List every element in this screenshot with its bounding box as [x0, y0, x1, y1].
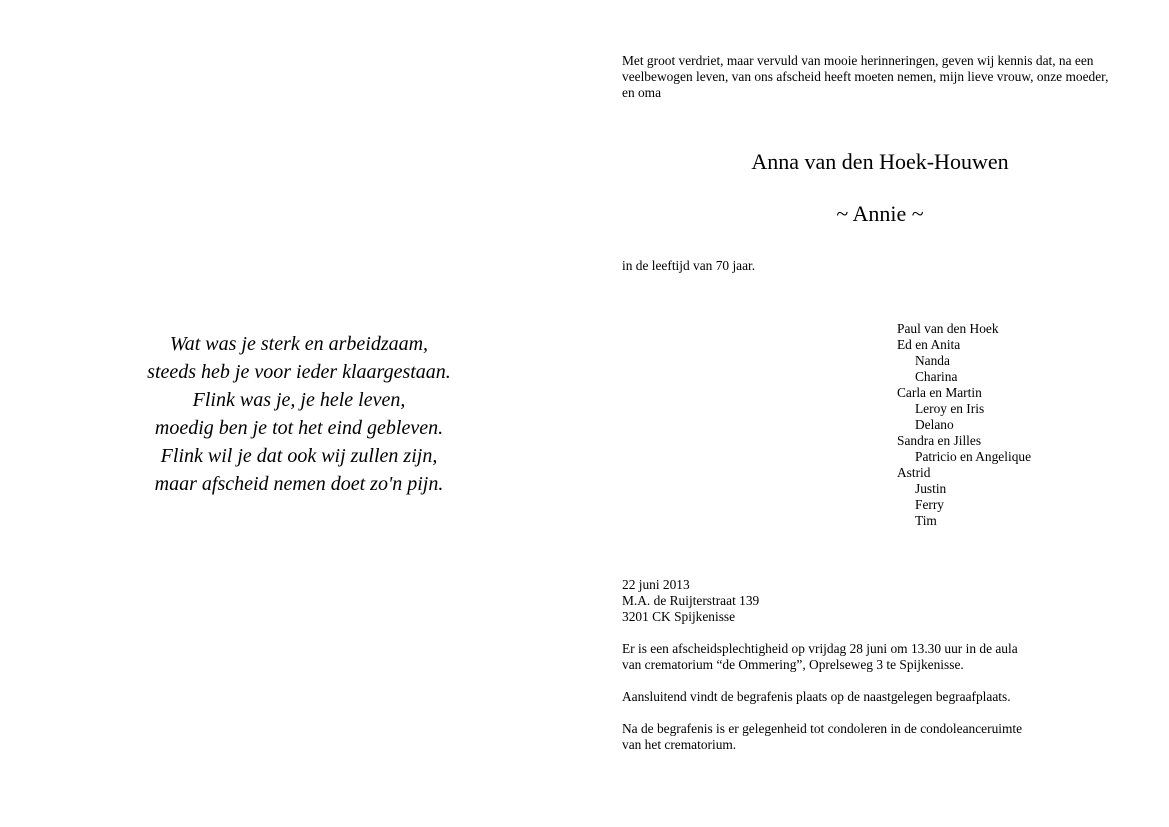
burial-paragraph: [622, 689, 1142, 705]
announcement-intro: [622, 53, 1142, 101]
paragraph-line: van crematorium “de Ommering”, Oprelseweg 3 te Spijkenisse.: [622, 657, 964, 672]
address-street: M.A. de Ruijterstraat 139: [622, 593, 760, 608]
family-member: Ed en Anita: [897, 337, 961, 352]
poem-line: Wat was je sterk en arbeidzaam,: [169, 333, 429, 355]
poem: [100, 330, 498, 498]
family-member: Sandra en Jilles: [897, 433, 982, 448]
intro-line: Met groot verdriet, maar vervuld van mooie herinneringen, geven wij kennis dat, na een: [622, 53, 1094, 68]
announcement-date: 22 juni 2013: [622, 577, 690, 592]
family-member: Carla en Martin: [897, 385, 982, 400]
intro-line: veelbewogen leven, van ons afscheid heeft moeten nemen, mijn lieve vrouw, onze moeder,: [622, 69, 1109, 84]
family-member: Justin: [915, 481, 947, 496]
family-member: Patricio en Angelique: [915, 449, 1032, 464]
family-member: Astrid: [897, 465, 931, 480]
family-member: Leroy en Iris: [915, 401, 985, 416]
poem-line: steeds heb je voor ieder klaargestaan.: [147, 361, 451, 383]
age-text: in de leeftijd van 70 jaar.: [622, 258, 756, 273]
family-member: Delano: [915, 417, 954, 432]
paragraph-line: Na de begrafenis is er gelegenheid tot condoleren in de condoleanceruimte: [622, 721, 1023, 736]
paragraph-line: van het crematorium.: [622, 737, 737, 752]
paragraph-line: Aansluitend vindt de begrafenis plaats op de naastgelegen begraafplaats.: [622, 689, 1011, 704]
family-member: Ferry: [915, 497, 945, 512]
poem-line: Flink wil je dat ook wij zullen zijn,: [160, 445, 438, 467]
family-member: Charina: [915, 369, 958, 384]
poem-line: Flink was je, je hele leven,: [192, 389, 406, 411]
poem-line: moedig ben je tot het eind gebleven.: [154, 417, 444, 439]
condolence-paragraph: [622, 721, 1142, 753]
family-member: Paul van den Hoek: [897, 321, 999, 336]
deceased-nickname: ~ Annie ~: [836, 201, 924, 226]
poem-line: maar afscheid nemen doet zo'n pijn.: [154, 473, 444, 495]
deceased-name: Anna van den Hoek-Houwen: [751, 149, 1009, 174]
family-member: Nanda: [915, 353, 950, 368]
address-city: 3201 CK Spijkenisse: [622, 609, 736, 624]
paragraph-line: Er is een afscheidsplechtigheid op vrijdag 28 juni om 13.30 uur in de aula: [622, 641, 1018, 656]
family-list: [897, 321, 1031, 529]
family-member: Tim: [915, 513, 937, 528]
ceremony-paragraph: [622, 641, 1142, 673]
address-block: [622, 577, 759, 625]
intro-line: en oma: [622, 85, 662, 100]
